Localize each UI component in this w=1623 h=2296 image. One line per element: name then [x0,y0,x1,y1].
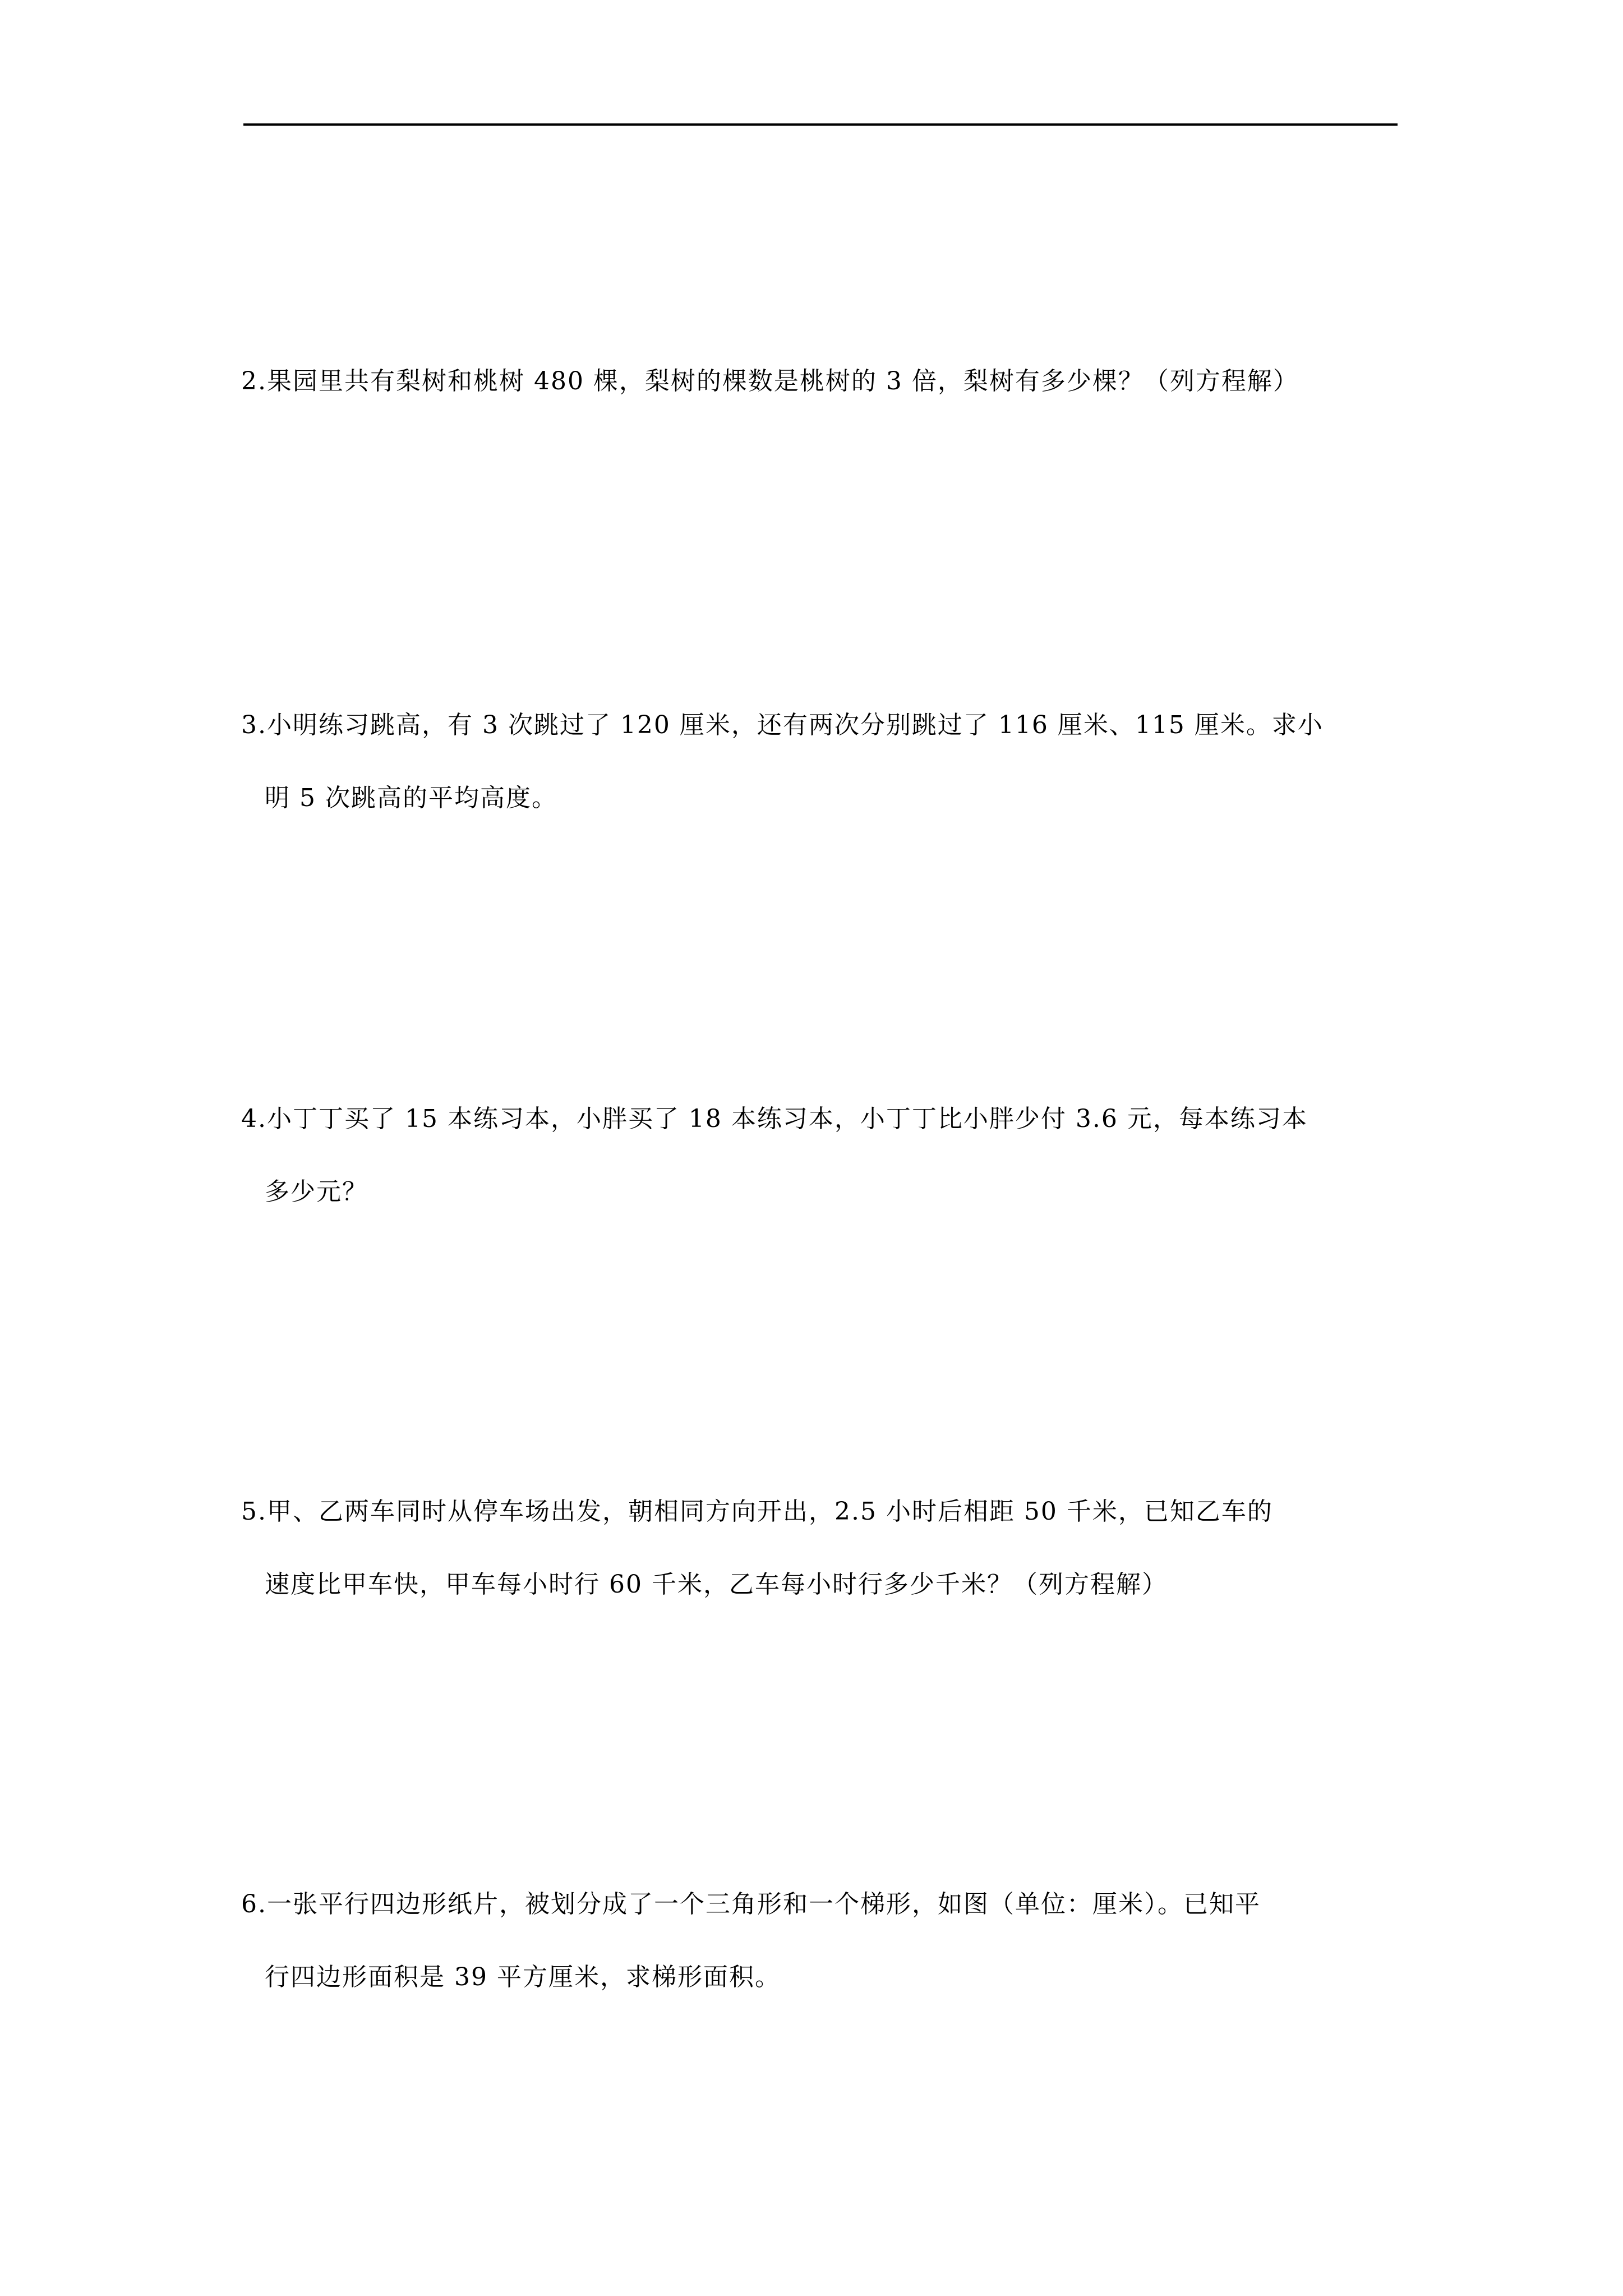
problem-5-line-1: 5.甲、乙两车同时从停车场出发，朝相同方向开出，2.5 小时后相距 50 千米，已知乙车的 [241,1497,1273,1526]
problem-3-line-2: 明 5 次跳高的平均高度。 [265,784,557,812]
problem-4-line-1: 4.小丁丁买了 15 本练习本，小胖买了 18 本练习本，小丁丁比小胖少付 3.6 元，每本练习本 [241,1105,1308,1133]
problem-6 [241,1868,1402,2014]
problem-4-line-2: 多少元？ [265,1177,368,1206]
problem-3-line-1: 3.小明练习跳高，有 3 次跳过了 120 厘米，还有两次分别跳过了 116 厘米、115 厘米。求小 [241,711,1324,739]
problem-6-line-2: 行四边形面积是 39 平方厘米，求梯形面积。 [265,1963,781,1991]
problem-3 [241,689,1402,835]
problem-2-line-1: 2.果园里共有梨树和桃树 480 棵，梨树的棵数是桃树的 3 倍，梨树有多少棵？（列方程解） [241,367,1299,395]
problem-6-line-1: 6.一张平行四边形纸片，被划分成了一个三角形和一个梯形，如图（单位：厘米）。已知平 [241,1890,1261,1918]
problem-5 [241,1475,1402,1621]
problem-4 [241,1083,1402,1228]
header-rule [243,123,1398,126]
problem-2 [241,345,1402,418]
problem-5-line-2: 速度比甲车快，甲车每小时行 60 千米，乙车每小时行多少千米？（列方程解） [265,1570,1168,1599]
